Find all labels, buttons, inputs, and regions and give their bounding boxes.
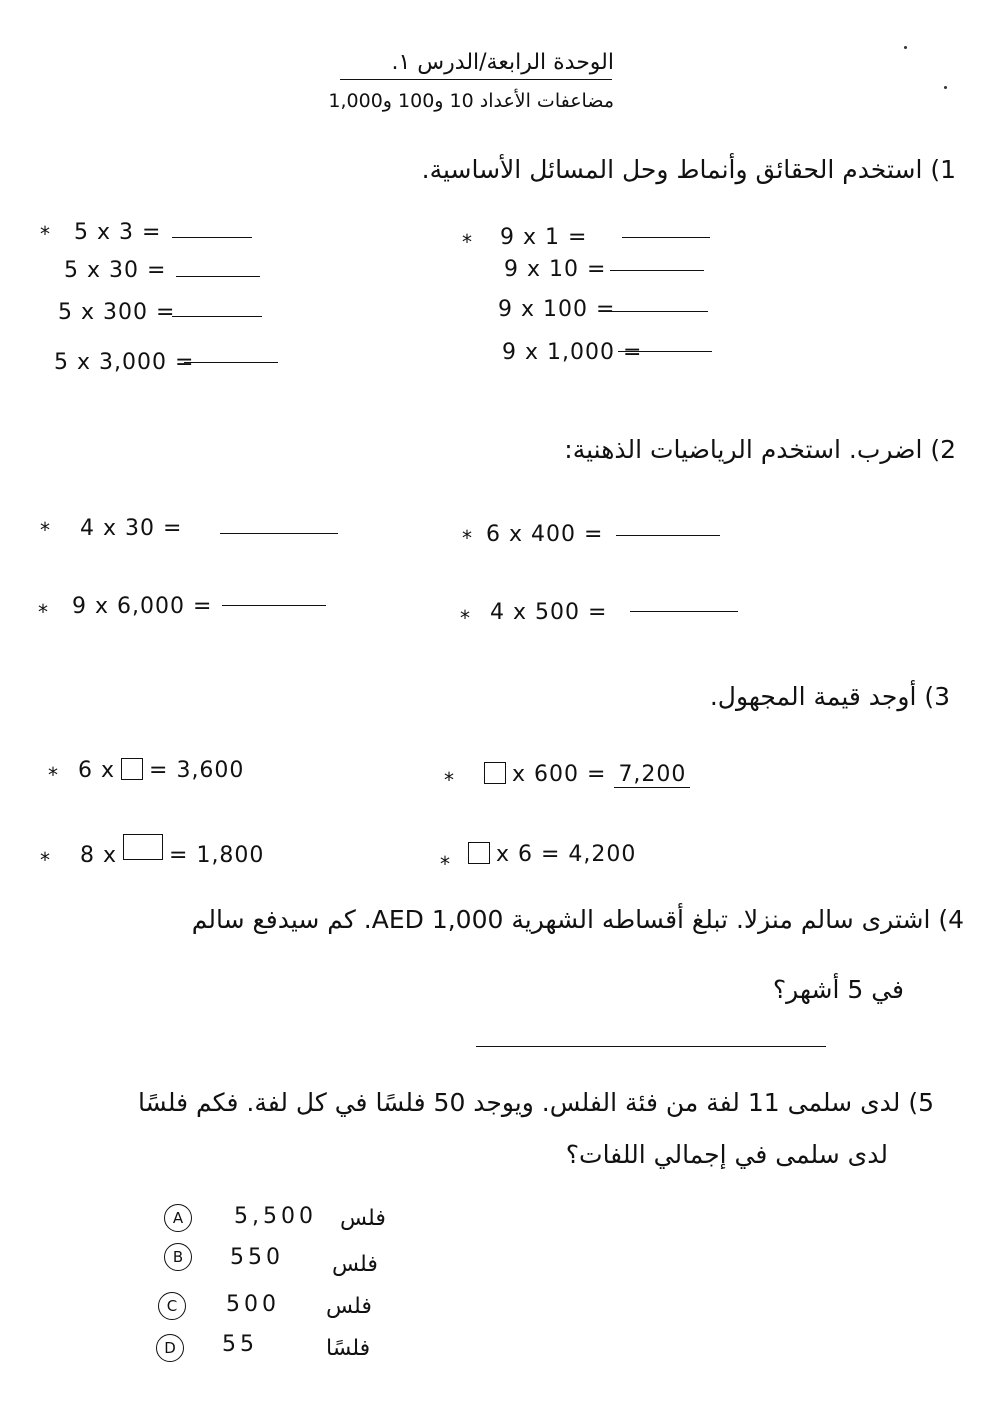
worksheet-subtitle: مضاعفات الأعداد 10 و100 و1,000 [328, 90, 614, 112]
q3-eq-4 [462, 842, 636, 867]
answer-blank[interactable] [618, 351, 712, 352]
answer-blank[interactable] [610, 270, 704, 271]
answer-blank[interactable] [172, 237, 252, 238]
question-2-text: 2) اضرب. استخدم الرياضيات الذهنية: [564, 435, 956, 464]
question-5-line-2: لدى سلمى في إجمالي اللفات؟ [565, 1140, 888, 1169]
stray-dot [904, 46, 907, 49]
question-3-text: 3) أوجد قيمة المجهول. [709, 682, 950, 711]
bullet-star: * [444, 768, 454, 792]
answer-blank[interactable] [220, 533, 338, 534]
bullet-star: * [462, 526, 472, 550]
q3-eq-3-right: = 1,800 [169, 843, 265, 868]
option-c-circle[interactable]: C [158, 1292, 186, 1320]
q3-eq-1-right: = 3,600 [149, 758, 245, 783]
answer-blank[interactable] [176, 276, 260, 277]
unknown-box[interactable] [484, 762, 506, 784]
bullet-star: * [460, 606, 470, 630]
bullet-star: * [40, 518, 50, 542]
unknown-box[interactable] [468, 842, 490, 864]
q1-right-eq-3: 9 x 100 = [498, 297, 616, 322]
option-d-circle[interactable]: D [156, 1334, 184, 1362]
q1-right-eq-2: 9 x 10 = [504, 257, 607, 282]
question-5-line-1: 5) لدى سلمى 11 لفة من فئة الفلس. ويوجد 50 فلسًا في كل لفة. فكم فلسًا [137, 1088, 934, 1117]
q3-eq-3-left: 8 x [80, 843, 118, 868]
question-4-line-2: في 5 أشهر؟ [772, 975, 904, 1004]
bullet-star: * [40, 222, 50, 246]
option-c-value: 500 [226, 1292, 280, 1317]
q1-left-eq-4: 5 x 3,000 = [54, 350, 195, 375]
answer-blank[interactable] [184, 362, 278, 363]
option-c-unit: فلس [326, 1294, 372, 1319]
bullet-star: * [48, 763, 58, 787]
answer-blank[interactable] [616, 535, 720, 536]
answer-line[interactable] [476, 1046, 826, 1047]
q2-eq-3: 9 x 6,000 = [72, 594, 213, 619]
worksheet-title: الوحدة الرابعة/الدرس ١. [391, 50, 614, 75]
option-a-circle[interactable]: A [164, 1204, 192, 1232]
q3-eq-2 [478, 762, 690, 787]
unknown-box[interactable] [123, 834, 163, 860]
title-underline [340, 79, 612, 80]
option-d-value: 55 [222, 1332, 258, 1357]
q3-eq-2-right: x 600 = [512, 762, 607, 787]
bullet-star: * [440, 852, 450, 876]
q2-eq-4: 4 x 500 = [490, 600, 608, 625]
q2-eq-2: 6 x 400 = [486, 522, 604, 547]
answer-blank[interactable] [630, 611, 738, 612]
stray-dot [944, 86, 947, 89]
q1-left-eq-2: 5 x 30 = [64, 258, 167, 283]
bullet-star: * [38, 600, 48, 624]
q3-eq-3 [80, 834, 264, 868]
answer-blank[interactable] [622, 237, 710, 238]
q1-left-eq-1: 5 x 3 = [74, 220, 162, 245]
q3-eq-1-left: 6 x [78, 758, 116, 783]
q3-eq-4-right: x 6 = 4,200 [496, 842, 637, 867]
option-b-unit: فلس [332, 1252, 378, 1277]
answer-blank[interactable] [222, 605, 326, 606]
option-a-unit: فلس [340, 1206, 386, 1231]
option-d-unit: فلسًا [326, 1336, 371, 1361]
q3-eq-1 [78, 758, 244, 783]
answer-blank[interactable] [606, 311, 708, 312]
bullet-star: * [462, 230, 472, 254]
q1-right-eq-1: 9 x 1 = [500, 225, 588, 250]
question-1-text: 1) استخدم الحقائق وأنماط وحل المسائل الأساسية. [421, 155, 956, 184]
unknown-box[interactable] [121, 758, 143, 780]
option-a-value: 5,500 [234, 1204, 317, 1229]
bullet-star: * [40, 848, 50, 872]
answer-blank[interactable] [172, 316, 262, 317]
q2-eq-1: 4 x 30 = [80, 516, 183, 541]
option-b-value: 550 [230, 1245, 284, 1270]
q1-left-eq-3: 5 x 300 = [58, 300, 176, 325]
question-4-line-1: 4) اشترى سالم منزلا. تبلغ أقساطه الشهرية AED 1,000. كم سيدفع سالم [191, 905, 964, 934]
q1-right-eq-4: 9 x 1,000 = [502, 340, 643, 365]
q3-eq-2-answer: 7,200 [614, 762, 690, 788]
option-b-circle[interactable]: B [164, 1243, 192, 1271]
